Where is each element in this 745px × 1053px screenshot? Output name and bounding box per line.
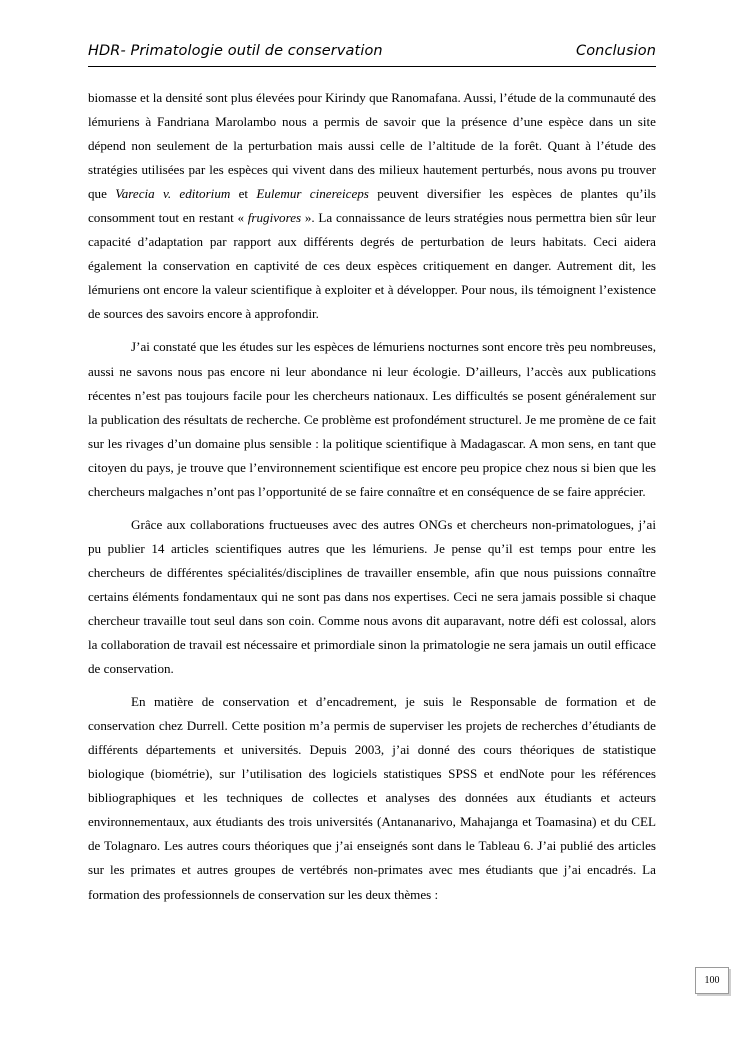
paragraph-2: J’ai constaté que les études sur les espèces de lémuriens nocturnes sont encore très peu nombreuses, aussi ne savons nous pas encore ni leur abondance ni leur écologie. D’ailleurs, l’accès aux publications récentes n’est pas toujours facile pour les chercheurs nationaux. Les difficultés se posent généralement sur la publication des résultats de recherche. Ce problème est profondément structurel. Je me promène de ce fait sur les rivages d’un domaine plus sensible : la politique scientifique à Madagascar. A mon sens, en tant que citoyen du pays, je trouve que l’environnement scientifique est encore peu propice chez nous si bien que les chercheurs malgaches n’ont pas l’opportunité de se faire connaître et en conséquence de se faire apprécier.	[88, 339, 656, 499]
paragraph-1-text-a: biomasse et la densité sont plus élevées pour Kirindy que Ranomafana. Aussi, l’étude de la communauté des lémuriens à Fandriana Marolambo nous a permis de savoir que la présence d’une espèce dans un site dépend non seulement de la perturbation mais aussi celle de l’altitude de la forêt. Quant à l’étude des stratégies utilisées par les espèces qui vivent dans des milieux hautement perturbés, nous avons pu trouver que	[88, 90, 656, 202]
body-text	[88, 86, 656, 907]
header-section: Conclusion	[575, 43, 656, 59]
species-name-eulemur: Eulemur cinereiceps	[256, 186, 369, 202]
paragraph-4: En matière de conservation et d’encadrement, je suis le Responsable de formation et de conservation chez Durrell. Cette position m’a permis de superviser les projets de recherches d’étudiants de différents départements et universités. Depuis 2003, j’ai donné des cours théoriques de statistique biologique (biométrie), sur l’utilisation des logiciels statistiques SPSS et endNote pour les références bibliographiques et les techniques de collectes et analyses des données aux étudiants et acteurs environnementaux, aux étudiants des trois universités (Antananarivo, Mahajanga et Toamasina) et du CEL de Tolagnaro. Les autres cours théoriques que j’ai enseignés sont dans le Tableau 6. J’ai publié des articles sur les primates et autres groupes de vertébrés non-primates avec mes étudiants que j’ai encadrés. La formation des professionnels de conservation sur les deux thèmes :	[88, 694, 656, 902]
paragraph-1-text-b: et	[230, 186, 257, 202]
paragraph-1	[88, 86, 656, 326]
paragraph-1-text-c: peuvent diversifier les espèces de plantes qu’ils consomment tout en restant «	[88, 186, 657, 226]
term-frugivores: frugivores	[247, 210, 302, 226]
paragraph-1-text-d: ». La connaissance de leurs stratégies nous permettra bien sûr leur capacité d’adaptation par rapport aux différents degrés de perturbation de leurs habitats. Ceci aidera également la conservation en captivité de ces deux espèces critiquement en danger. Autrement dit, les lémuriens ont encore la valeur scientifique à exploiter et à développer. Pour nous, ils témoignent l’existence de sources des savoirs encore à approfondir.	[88, 210, 656, 322]
header-title: HDR- Primatologie outil de conservation	[88, 43, 383, 59]
species-name-varecia: Varecia v. editorium	[115, 186, 231, 202]
page-number: 100	[695, 967, 729, 994]
page-header	[88, 42, 656, 67]
paragraph-3: Grâce aux collaborations fructueuses avec des autres ONGs et chercheurs non-primatologues, j’ai pu publier 14 articles scientifiques autres que les lémuriens. Je pense qu’il est temps pour entre les chercheurs de différentes spécialités/disciplines de travailler ensemble, afin que nous puissions connaître certains éléments fondamentaux qui ne sont pas dans nos expertises. Ceci ne sera jamais possible si chaque chercheur travaille tout seul dans son coin. Comme nous avons dit auparavant, notre défi est colossal, alors la collaboration de travail est nécessaire et primordiale sinon la primatologie ne sera jamais un outil efficace de conservation.	[88, 516, 656, 677]
